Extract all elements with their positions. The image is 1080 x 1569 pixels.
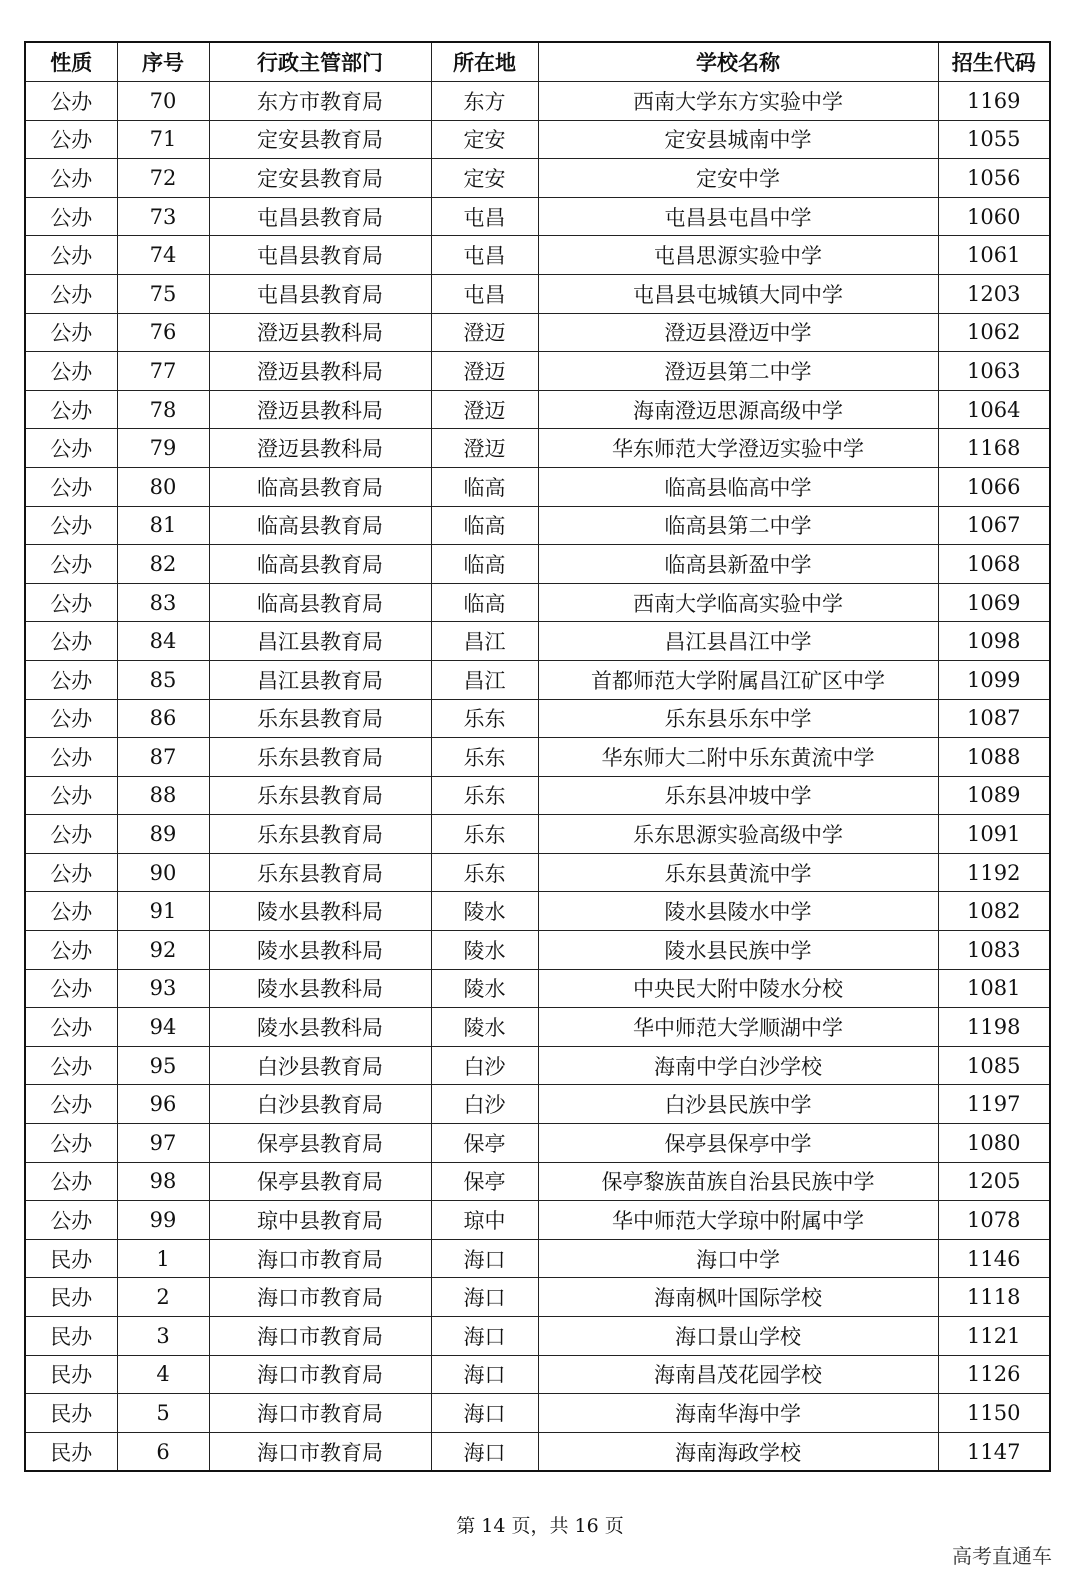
cell-nature: 民办 — [25, 1394, 117, 1433]
cell-school-name: 白沙县民族中学 — [538, 1085, 938, 1124]
cell-school-name: 屯昌思源实验中学 — [538, 236, 938, 275]
cell-school-name: 陵水县陵水中学 — [538, 892, 938, 931]
cell-authority: 保亭县教育局 — [209, 1162, 431, 1201]
cell-enrollment-code: 1089 — [938, 776, 1050, 815]
cell-school-name: 保亭黎族苗族自治县民族中学 — [538, 1162, 938, 1201]
cell-authority: 海口市教育局 — [209, 1394, 431, 1433]
cell-school-name: 海南昌茂花园学校 — [538, 1355, 938, 1394]
cell-location: 白沙 — [431, 1085, 538, 1124]
cell-enrollment-code: 1082 — [938, 892, 1050, 931]
cell-authority: 陵水县教科局 — [209, 892, 431, 931]
table-row — [25, 390, 1050, 429]
cell-location: 澄迈 — [431, 313, 538, 352]
cell-location: 东方 — [431, 82, 538, 121]
cell-location: 海口 — [431, 1394, 538, 1433]
cell-location: 澄迈 — [431, 429, 538, 468]
cell-enrollment-code: 1203 — [938, 274, 1050, 313]
cell-school-name: 首都师范大学附属昌江矿区中学 — [538, 660, 938, 699]
cell-serial-number: 92 — [117, 931, 209, 970]
cell-enrollment-code: 1087 — [938, 699, 1050, 738]
cell-serial-number: 87 — [117, 738, 209, 777]
cell-location: 陵水 — [431, 931, 538, 970]
cell-nature: 公办 — [25, 352, 117, 391]
cell-location: 定安 — [431, 120, 538, 159]
table-row — [25, 429, 1050, 468]
table-row — [25, 1124, 1050, 1163]
cell-location: 临高 — [431, 506, 538, 545]
cell-serial-number: 1 — [117, 1239, 209, 1278]
cell-school-name: 华东师大二附中乐东黄流中学 — [538, 738, 938, 777]
cell-enrollment-code: 1091 — [938, 815, 1050, 854]
cell-authority: 乐东县教育局 — [209, 776, 431, 815]
table-row — [25, 660, 1050, 699]
cell-nature: 公办 — [25, 467, 117, 506]
cell-enrollment-code: 1068 — [938, 545, 1050, 584]
table-row — [25, 197, 1050, 236]
cell-nature: 公办 — [25, 313, 117, 352]
cell-serial-number: 83 — [117, 583, 209, 622]
cell-location: 海口 — [431, 1317, 538, 1356]
cell-nature: 民办 — [25, 1278, 117, 1317]
cell-enrollment-code: 1064 — [938, 390, 1050, 429]
cell-school-name: 临高县新盈中学 — [538, 545, 938, 584]
page-number-footer: 第 14 页，共 16 页 — [456, 1515, 624, 1537]
cell-nature: 公办 — [25, 1085, 117, 1124]
cell-authority: 屯昌县教育局 — [209, 274, 431, 313]
cell-enrollment-code: 1061 — [938, 236, 1050, 275]
cell-nature: 公办 — [25, 853, 117, 892]
cell-serial-number: 93 — [117, 969, 209, 1008]
table-row — [25, 1201, 1050, 1240]
cell-nature: 公办 — [25, 583, 117, 622]
cell-nature: 公办 — [25, 699, 117, 738]
cell-nature: 公办 — [25, 1046, 117, 1085]
cell-nature: 公办 — [25, 159, 117, 198]
cell-enrollment-code: 1118 — [938, 1278, 1050, 1317]
cell-nature: 公办 — [25, 1201, 117, 1240]
cell-school-name: 屯昌县屯昌中学 — [538, 197, 938, 236]
cell-nature: 民办 — [25, 1239, 117, 1278]
cell-school-name: 乐东县乐东中学 — [538, 699, 938, 738]
cell-nature: 公办 — [25, 120, 117, 159]
cell-location: 保亭 — [431, 1162, 538, 1201]
cell-location: 海口 — [431, 1432, 538, 1471]
cell-authority: 乐东县教育局 — [209, 738, 431, 777]
cell-serial-number: 5 — [117, 1394, 209, 1433]
cell-nature: 民办 — [25, 1432, 117, 1471]
cell-authority: 陵水县教科局 — [209, 1008, 431, 1047]
cell-serial-number: 89 — [117, 815, 209, 854]
cell-enrollment-code: 1205 — [938, 1162, 1050, 1201]
cell-authority: 澄迈县教科局 — [209, 313, 431, 352]
cell-serial-number: 88 — [117, 776, 209, 815]
cell-serial-number: 90 — [117, 853, 209, 892]
cell-location: 昌江 — [431, 622, 538, 661]
cell-enrollment-code: 1126 — [938, 1355, 1050, 1394]
cell-school-name: 海南澄迈思源高级中学 — [538, 390, 938, 429]
header-authority: 行政主管部门 — [209, 42, 431, 82]
cell-authority: 琼中县教育局 — [209, 1201, 431, 1240]
table-row — [25, 1432, 1050, 1471]
cell-serial-number: 79 — [117, 429, 209, 468]
table-row — [25, 969, 1050, 1008]
cell-enrollment-code: 1081 — [938, 969, 1050, 1008]
cell-serial-number: 73 — [117, 197, 209, 236]
table-header-row — [25, 42, 1050, 82]
cell-authority: 临高县教育局 — [209, 467, 431, 506]
cell-school-name: 澄迈县第二中学 — [538, 352, 938, 391]
cell-location: 定安 — [431, 159, 538, 198]
header-location: 所在地 — [431, 42, 538, 82]
cell-location: 乐东 — [431, 738, 538, 777]
cell-authority: 海口市教育局 — [209, 1355, 431, 1394]
cell-enrollment-code: 1169 — [938, 82, 1050, 121]
cell-authority: 海口市教育局 — [209, 1278, 431, 1317]
cell-authority: 陵水县教科局 — [209, 931, 431, 970]
cell-nature: 公办 — [25, 738, 117, 777]
cell-authority: 澄迈县教科局 — [209, 429, 431, 468]
cell-nature: 公办 — [25, 506, 117, 545]
cell-serial-number: 81 — [117, 506, 209, 545]
cell-school-name: 中央民大附中陵水分校 — [538, 969, 938, 1008]
table-row — [25, 545, 1050, 584]
cell-nature: 公办 — [25, 197, 117, 236]
cell-school-name: 昌江县昌江中学 — [538, 622, 938, 661]
cell-enrollment-code: 1099 — [938, 660, 1050, 699]
table-row — [25, 853, 1050, 892]
cell-school-name: 西南大学临高实验中学 — [538, 583, 938, 622]
cell-location: 琼中 — [431, 1201, 538, 1240]
table-row — [25, 274, 1050, 313]
school-enrollment-table — [24, 41, 1051, 1472]
cell-location: 乐东 — [431, 699, 538, 738]
cell-enrollment-code: 1069 — [938, 583, 1050, 622]
table-row — [25, 159, 1050, 198]
cell-enrollment-code: 1060 — [938, 197, 1050, 236]
header-school-name: 学校名称 — [538, 42, 938, 82]
cell-nature: 公办 — [25, 390, 117, 429]
table-row — [25, 1317, 1050, 1356]
cell-school-name: 澄迈县澄迈中学 — [538, 313, 938, 352]
cell-school-name: 海南华海中学 — [538, 1394, 938, 1433]
cell-enrollment-code: 1146 — [938, 1239, 1050, 1278]
cell-location: 临高 — [431, 583, 538, 622]
table-body — [25, 82, 1050, 1472]
table-row — [25, 1162, 1050, 1201]
header-serial-number: 序号 — [117, 42, 209, 82]
cell-school-name: 陵水县民族中学 — [538, 931, 938, 970]
cell-enrollment-code: 1121 — [938, 1317, 1050, 1356]
cell-nature: 公办 — [25, 776, 117, 815]
cell-serial-number: 86 — [117, 699, 209, 738]
cell-serial-number: 98 — [117, 1162, 209, 1201]
cell-nature: 公办 — [25, 931, 117, 970]
cell-authority: 白沙县教育局 — [209, 1085, 431, 1124]
cell-authority: 屯昌县教育局 — [209, 197, 431, 236]
cell-school-name: 海南枫叶国际学校 — [538, 1278, 938, 1317]
header-nature: 性质 — [25, 42, 117, 82]
cell-serial-number: 96 — [117, 1085, 209, 1124]
table-row — [25, 699, 1050, 738]
cell-serial-number: 97 — [117, 1124, 209, 1163]
cell-school-name: 保亭县保亭中学 — [538, 1124, 938, 1163]
cell-school-name: 临高县临高中学 — [538, 467, 938, 506]
cell-nature: 公办 — [25, 274, 117, 313]
table-row — [25, 1046, 1050, 1085]
cell-enrollment-code: 1098 — [938, 622, 1050, 661]
cell-serial-number: 94 — [117, 1008, 209, 1047]
cell-enrollment-code: 1150 — [938, 1394, 1050, 1433]
table-row — [25, 1085, 1050, 1124]
cell-enrollment-code: 1056 — [938, 159, 1050, 198]
table-row — [25, 236, 1050, 275]
cell-authority: 保亭县教育局 — [209, 1124, 431, 1163]
cell-school-name: 临高县第二中学 — [538, 506, 938, 545]
cell-serial-number: 77 — [117, 352, 209, 391]
cell-nature: 公办 — [25, 236, 117, 275]
cell-enrollment-code: 1197 — [938, 1085, 1050, 1124]
cell-nature: 公办 — [25, 815, 117, 854]
cell-enrollment-code: 1088 — [938, 738, 1050, 777]
cell-location: 临高 — [431, 467, 538, 506]
cell-nature: 民办 — [25, 1317, 117, 1356]
cell-authority: 临高县教育局 — [209, 583, 431, 622]
table-row — [25, 583, 1050, 622]
cell-authority: 乐东县教育局 — [209, 853, 431, 892]
table-row — [25, 776, 1050, 815]
cell-authority: 乐东县教育局 — [209, 815, 431, 854]
cell-serial-number: 99 — [117, 1201, 209, 1240]
cell-serial-number: 72 — [117, 159, 209, 198]
cell-school-name: 乐东思源实验高级中学 — [538, 815, 938, 854]
cell-nature: 公办 — [25, 1008, 117, 1047]
table-row — [25, 1278, 1050, 1317]
cell-location: 乐东 — [431, 776, 538, 815]
cell-enrollment-code: 1055 — [938, 120, 1050, 159]
cell-authority: 海口市教育局 — [209, 1239, 431, 1278]
cell-location: 屯昌 — [431, 236, 538, 275]
table-row — [25, 313, 1050, 352]
cell-school-name: 乐东县黄流中学 — [538, 853, 938, 892]
cell-enrollment-code: 1063 — [938, 352, 1050, 391]
table-row — [25, 1355, 1050, 1394]
cell-enrollment-code: 1168 — [938, 429, 1050, 468]
cell-location: 昌江 — [431, 660, 538, 699]
cell-serial-number: 6 — [117, 1432, 209, 1471]
cell-authority: 定安县教育局 — [209, 159, 431, 198]
table-row — [25, 931, 1050, 970]
cell-serial-number: 3 — [117, 1317, 209, 1356]
cell-authority: 屯昌县教育局 — [209, 236, 431, 275]
cell-enrollment-code: 1062 — [938, 313, 1050, 352]
cell-authority: 海口市教育局 — [209, 1317, 431, 1356]
cell-location: 屯昌 — [431, 274, 538, 313]
cell-serial-number: 95 — [117, 1046, 209, 1085]
table-row — [25, 120, 1050, 159]
cell-school-name: 屯昌县屯城镇大同中学 — [538, 274, 938, 313]
cell-serial-number: 91 — [117, 892, 209, 931]
cell-nature: 公办 — [25, 1162, 117, 1201]
cell-enrollment-code: 1198 — [938, 1008, 1050, 1047]
cell-authority: 东方市教育局 — [209, 82, 431, 121]
cell-nature: 公办 — [25, 545, 117, 584]
cell-enrollment-code: 1147 — [938, 1432, 1050, 1471]
table-row — [25, 815, 1050, 854]
cell-school-name: 西南大学东方实验中学 — [538, 82, 938, 121]
cell-authority: 昌江县教育局 — [209, 622, 431, 661]
cell-serial-number: 84 — [117, 622, 209, 661]
cell-authority: 乐东县教育局 — [209, 699, 431, 738]
table-row — [25, 1239, 1050, 1278]
cell-authority: 临高县教育局 — [209, 506, 431, 545]
cell-school-name: 华中师范大学顺湖中学 — [538, 1008, 938, 1047]
cell-serial-number: 74 — [117, 236, 209, 275]
cell-location: 陵水 — [431, 969, 538, 1008]
table-row — [25, 82, 1050, 121]
cell-serial-number: 2 — [117, 1278, 209, 1317]
cell-authority: 陵水县教科局 — [209, 969, 431, 1008]
cell-serial-number: 78 — [117, 390, 209, 429]
table-row — [25, 738, 1050, 777]
cell-location: 乐东 — [431, 853, 538, 892]
cell-location: 白沙 — [431, 1046, 538, 1085]
cell-school-name: 华中师范大学琼中附属中学 — [538, 1201, 938, 1240]
cell-serial-number: 85 — [117, 660, 209, 699]
cell-authority: 澄迈县教科局 — [209, 390, 431, 429]
cell-enrollment-code: 1078 — [938, 1201, 1050, 1240]
cell-enrollment-code: 1192 — [938, 853, 1050, 892]
cell-authority: 澄迈县教科局 — [209, 352, 431, 391]
cell-school-name: 海南中学白沙学校 — [538, 1046, 938, 1085]
cell-school-name: 乐东县冲坡中学 — [538, 776, 938, 815]
header-enrollment-code: 招生代码 — [938, 42, 1050, 82]
cell-school-name: 定安中学 — [538, 159, 938, 198]
cell-nature: 公办 — [25, 969, 117, 1008]
cell-serial-number: 70 — [117, 82, 209, 121]
cell-nature: 公办 — [25, 1124, 117, 1163]
cell-nature: 民办 — [25, 1355, 117, 1394]
cell-nature: 公办 — [25, 892, 117, 931]
cell-location: 海口 — [431, 1355, 538, 1394]
cell-nature: 公办 — [25, 82, 117, 121]
cell-enrollment-code: 1080 — [938, 1124, 1050, 1163]
cell-authority: 昌江县教育局 — [209, 660, 431, 699]
cell-nature: 公办 — [25, 429, 117, 468]
cell-enrollment-code: 1066 — [938, 467, 1050, 506]
cell-location: 陵水 — [431, 1008, 538, 1047]
table-row — [25, 352, 1050, 391]
cell-location: 海口 — [431, 1278, 538, 1317]
cell-enrollment-code: 1085 — [938, 1046, 1050, 1085]
table-row — [25, 892, 1050, 931]
cell-location: 海口 — [431, 1239, 538, 1278]
cell-authority: 临高县教育局 — [209, 545, 431, 584]
cell-enrollment-code: 1067 — [938, 506, 1050, 545]
cell-serial-number: 82 — [117, 545, 209, 584]
cell-location: 乐东 — [431, 815, 538, 854]
cell-authority: 白沙县教育局 — [209, 1046, 431, 1085]
cell-location: 澄迈 — [431, 352, 538, 391]
cell-location: 澄迈 — [431, 390, 538, 429]
table-row — [25, 1008, 1050, 1047]
cell-serial-number: 71 — [117, 120, 209, 159]
cell-serial-number: 4 — [117, 1355, 209, 1394]
cell-school-name: 定安县城南中学 — [538, 120, 938, 159]
cell-serial-number: 75 — [117, 274, 209, 313]
cell-location: 保亭 — [431, 1124, 538, 1163]
table-row — [25, 506, 1050, 545]
cell-location: 临高 — [431, 545, 538, 584]
cell-enrollment-code: 1083 — [938, 931, 1050, 970]
table-row — [25, 1394, 1050, 1433]
cell-school-name: 海口中学 — [538, 1239, 938, 1278]
table-row — [25, 467, 1050, 506]
cell-authority: 定安县教育局 — [209, 120, 431, 159]
cell-school-name: 海南海政学校 — [538, 1432, 938, 1471]
cell-serial-number: 80 — [117, 467, 209, 506]
cell-nature: 公办 — [25, 622, 117, 661]
cell-nature: 公办 — [25, 660, 117, 699]
watermark-text: 高考直通车 — [952, 1544, 1052, 1568]
cell-school-name: 海口景山学校 — [538, 1317, 938, 1356]
cell-serial-number: 76 — [117, 313, 209, 352]
cell-location: 陵水 — [431, 892, 538, 931]
cell-school-name: 华东师范大学澄迈实验中学 — [538, 429, 938, 468]
table-row — [25, 622, 1050, 661]
cell-authority: 海口市教育局 — [209, 1432, 431, 1471]
cell-location: 屯昌 — [431, 197, 538, 236]
